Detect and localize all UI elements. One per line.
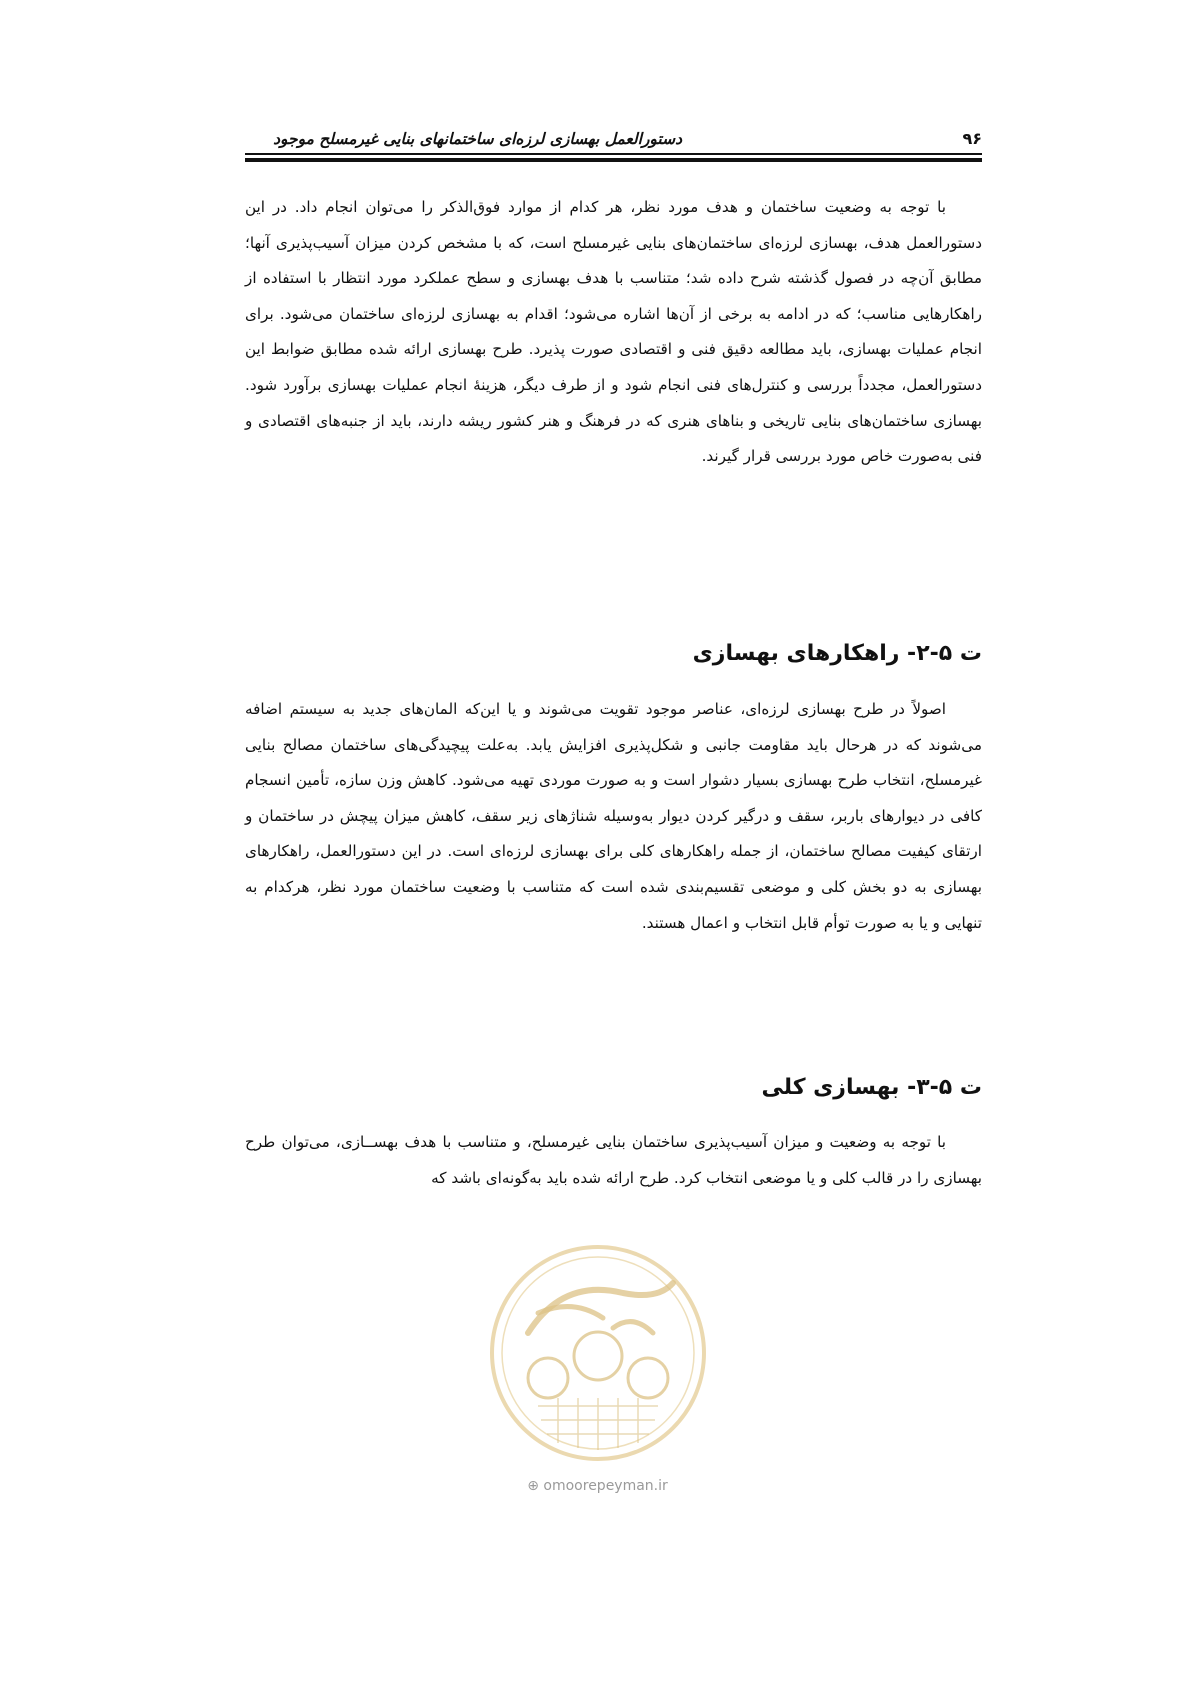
page-number: ۹۶: [962, 129, 982, 148]
paragraph-global-retrofit: با توجه به وضعیت و میزان آسیب‌پذیری ساختمان بنایی غیرمسلح، و متناسب با هدف بهســازی، می‌توان طرح بهسازی را در قالب کلی و یا موضعی انتخاب کرد. طرح ارائه شده باید به‌گونه‌ای باشد که: [245, 1133, 982, 1187]
header-title: دستورالعمل بهسازی لرزه‌ای ساختمانهای بنایی غیرمسلح موجود: [273, 130, 682, 148]
paragraph-strategies: اصولاً در طرح بهسازی لرزه‌ای، عناصر موجود تقویت می‌شوند و یا این‌که المان‌های جدید به سیستم اضافه می‌شوند که در هرحال باید مقاومت جانبی و شکل‌پذیری افزایش یابد. به‌علت پیچیدگی‌های ساختمان مصالح بنایی غیرمسلح، انتخاب طرح بهسازی بسیار دشوار است و به صورت موردی تهیه می‌شود. کاهش وزن سازه، تأمین انسجام کافی در دیوارهای باربر، سقف و درگیر کردن دیوار به‌وسیله شناژهای زیر سقف، کاهش میزان پیچش در ساختمان و ارتقای کیفیت مصالح ساختمان، از جمله راهکارهای کلی برای بهسازی لرزه‌ای است. در این دستورالعمل، راهکارهای بهسازی به دو بخش کلی و موضعی تقسیم‌بندی شده است که متناسب با وضعیت ساختمان مورد نظر، هرکدام به تنهایی و یا به صورت توأم قابل انتخاب و اعمال هستند.: [245, 700, 982, 932]
section-heading-5-2: ت ۵-۲- راهکارهای بهسازی: [692, 641, 982, 666]
watermark-url: [495, 1478, 700, 1494]
watermark-url-text: omoorepeyman.ir: [543, 1478, 668, 1494]
header-rule-thin: [245, 153, 982, 155]
paragraph-intro: با توجه به وضعیت ساختمان و هدف مورد نظر، هر کدام از موارد فوق‌الذکر را می‌توان انجام داد. در این دستورالعمل هدف، بهسازی لرزه‌ای ساختمان‌های بنایی غیرمسلح است، که با مشخص کردن میزان آسیب‌پذیری آنها؛ مطابق آن‌چه در فصول گذشته شرح داده شد؛ متناسب با هدف بهسازی و سطح عملکرد مورد انتظار با استفاده از راهکارهایی مناسب؛ که در ادامه به برخی از آن‌ها اشاره می‌شود؛ اقدام به بهسازی لرزه‌ای ساختمان می‌شود. برای انجام عملیات بهسازی، باید مطالعه دقیق فنی و اقتصادی صورت پذیرد. طرح بهسازی ارائه شده مطابق ضوابط این دستورالعمل، مجدداً بررسی و کنترل‌های فنی انجام شود و از طرف دیگر، هزینهٔ انجام عملیات بهسازی برآورد شود. بهسازی ساختمان‌های بنایی تاریخی و بناهای هنری که در فرهنگ و هنر کشور ریشه دارند، باید از جنبه‌های اقتصادی و فنی به‌صورت خاص مورد بررسی قرار گیرند.: [245, 198, 982, 466]
publisher-logo-watermark: [483, 1238, 713, 1468]
running-header: [245, 128, 982, 160]
globe-icon: ⊕: [527, 1478, 539, 1494]
header-rule-thick: [245, 158, 982, 162]
section-heading-5-3: ت ۵-۳- بهسازی کلی: [761, 1075, 982, 1100]
